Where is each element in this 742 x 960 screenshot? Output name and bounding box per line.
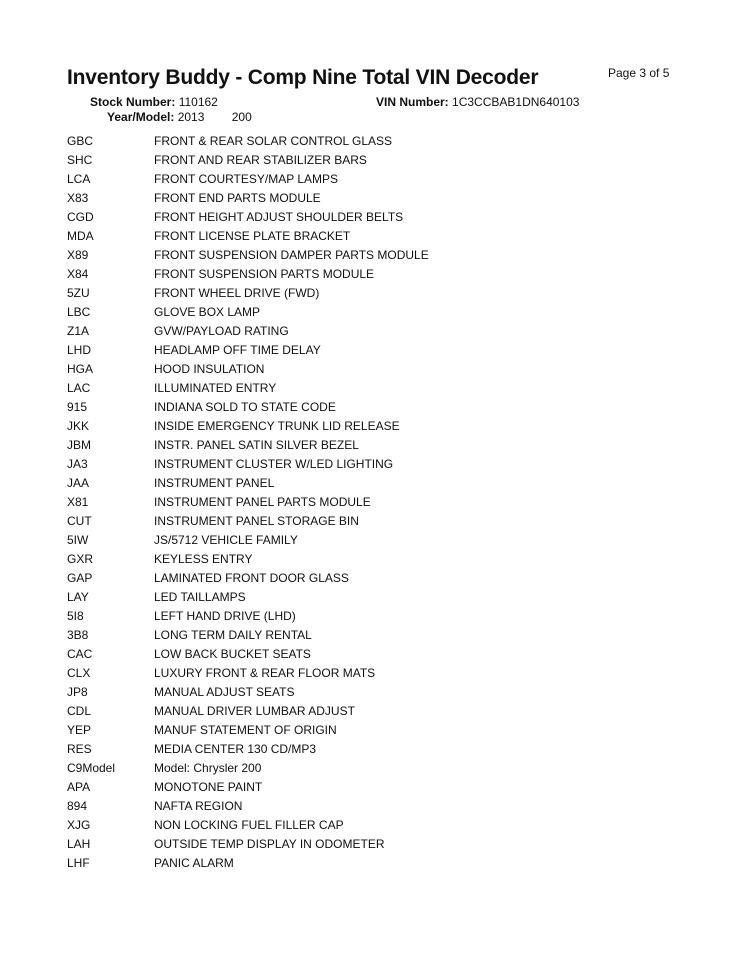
option-row	[67, 265, 429, 284]
option-row	[67, 227, 429, 246]
option-row	[67, 797, 429, 816]
option-description: INSTRUMENT PANEL	[154, 476, 275, 490]
option-row	[67, 246, 429, 265]
option-code: SHC	[67, 153, 93, 167]
option-row	[67, 531, 429, 550]
option-row	[67, 759, 429, 778]
option-code: JBM	[67, 438, 91, 452]
stock-number-value: 110162	[178, 95, 218, 109]
stock-number-label: Stock Number:	[90, 95, 176, 109]
option-description: PANIC ALARM	[154, 856, 234, 870]
option-code: CAC	[67, 647, 93, 661]
option-code: HGA	[67, 362, 94, 376]
option-code: GBC	[67, 134, 94, 148]
option-code: X83	[67, 191, 89, 205]
option-code: LAH	[67, 837, 91, 851]
document-title: Inventory Buddy - Comp Nine Total VIN Decoder	[67, 66, 539, 89]
option-row	[67, 854, 429, 873]
option-description: KEYLESS ENTRY	[154, 552, 253, 566]
option-row	[67, 607, 429, 626]
vin-number-value: 1C3CCBAB1DN640103	[452, 95, 580, 109]
option-row	[67, 303, 429, 322]
option-description: NON LOCKING FUEL FILLER CAP	[154, 818, 344, 832]
option-description: JS/5712 VEHICLE FAMILY	[154, 533, 298, 547]
year-value: 2013	[177, 110, 205, 124]
option-description: FRONT COURTESY/MAP LAMPS	[154, 172, 339, 186]
year-model	[107, 110, 252, 124]
option-code: JA3	[67, 457, 88, 471]
option-description: FRONT LICENSE PLATE BRACKET	[154, 229, 351, 243]
option-row	[67, 645, 429, 664]
option-row	[67, 455, 429, 474]
option-code: JKK	[67, 419, 90, 433]
option-code: 5IW	[67, 533, 89, 547]
option-row	[67, 208, 429, 227]
option-row	[67, 493, 429, 512]
option-description: MANUAL ADJUST SEATS	[154, 685, 295, 699]
option-row	[67, 417, 429, 436]
option-code: CLX	[67, 666, 91, 680]
option-description: LOW BACK BUCKET SEATS	[154, 647, 311, 661]
option-code: X89	[67, 248, 89, 262]
option-row	[67, 341, 429, 360]
option-description: HEADLAMP OFF TIME DELAY	[154, 343, 321, 357]
page-number: Page 3 of 5	[608, 66, 670, 80]
option-row	[67, 512, 429, 531]
year-model-label: Year/Model:	[107, 110, 175, 124]
option-code: 5ZU	[67, 286, 90, 300]
option-description: FRONT SUSPENSION DAMPER PARTS MODULE	[154, 248, 429, 262]
option-description: INSTRUMENT CLUSTER W/LED LIGHTING	[154, 457, 394, 471]
option-description: HOOD INSULATION	[154, 362, 265, 376]
option-description: FRONT & REAR SOLAR CONTROL GLASS	[154, 134, 393, 148]
option-row	[67, 132, 429, 151]
option-description: FRONT WHEEL DRIVE (FWD)	[154, 286, 320, 300]
vin-number	[376, 95, 579, 109]
option-code: Z1A	[67, 324, 90, 338]
model-value: 200	[231, 110, 252, 124]
option-row	[67, 379, 429, 398]
option-description: LONG TERM DAILY RENTAL	[154, 628, 312, 642]
option-row	[67, 778, 429, 797]
option-description: GLOVE BOX LAMP	[154, 305, 261, 319]
option-row	[67, 740, 429, 759]
option-description: LED TAILLAMPS	[154, 590, 246, 604]
option-code: GXR	[67, 552, 94, 566]
option-description: INSTRUMENT PANEL STORAGE BIN	[154, 514, 359, 528]
option-code: APA	[67, 780, 91, 794]
option-description: LEFT HAND DRIVE (LHD)	[154, 609, 296, 623]
option-code: RES	[67, 742, 92, 756]
option-row	[67, 322, 429, 341]
option-description: INSTR. PANEL SATIN SILVER BEZEL	[154, 438, 359, 452]
option-code: 894	[67, 799, 88, 813]
option-code: X81	[67, 495, 89, 509]
option-row	[67, 664, 429, 683]
option-description: FRONT HEIGHT ADJUST SHOULDER BELTS	[154, 210, 404, 224]
option-row	[67, 721, 429, 740]
option-code: GAP	[67, 571, 93, 585]
option-code: CGD	[67, 210, 94, 224]
option-row	[67, 398, 429, 417]
stock-number	[90, 95, 218, 109]
option-description: FRONT END PARTS MODULE	[154, 191, 321, 205]
option-code: 915	[67, 400, 88, 414]
option-description: ILLUMINATED ENTRY	[154, 381, 277, 395]
option-code: LHF	[67, 856, 90, 870]
option-description: LUXURY FRONT & REAR FLOOR MATS	[154, 666, 376, 680]
option-row	[67, 284, 429, 303]
option-description: LAMINATED FRONT DOOR GLASS	[154, 571, 349, 585]
option-description: FRONT AND REAR STABILIZER BARS	[154, 153, 367, 167]
option-code: JAA	[67, 476, 90, 490]
option-row	[67, 170, 429, 189]
option-description: NAFTA REGION	[154, 799, 243, 813]
option-description: MEDIA CENTER 130 CD/MP3	[154, 742, 317, 756]
option-row	[67, 189, 429, 208]
option-code: LHD	[67, 343, 92, 357]
option-description: MANUAL DRIVER LUMBAR ADJUST	[154, 704, 355, 718]
option-code: X84	[67, 267, 89, 281]
option-description: FRONT SUSPENSION PARTS MODULE	[154, 267, 375, 281]
option-row	[67, 550, 429, 569]
option-code: YEP	[67, 723, 92, 737]
option-code: CDL	[67, 704, 92, 718]
option-row	[67, 835, 429, 854]
option-code: 5I8	[67, 609, 84, 623]
option-description: MANUF STATEMENT OF ORIGIN	[154, 723, 337, 737]
option-description: INSTRUMENT PANEL PARTS MODULE	[154, 495, 371, 509]
option-code: LBC	[67, 305, 91, 319]
option-description: Model: Chrysler 200	[154, 761, 262, 775]
option-row	[67, 702, 429, 721]
option-description: MONOTONE PAINT	[154, 780, 263, 794]
option-description: INDIANA SOLD TO STATE CODE	[154, 400, 336, 414]
option-row	[67, 816, 429, 835]
option-row	[67, 360, 429, 379]
option-code: LCA	[67, 172, 91, 186]
vin-number-label: VIN Number:	[376, 95, 449, 109]
option-row	[67, 683, 429, 702]
option-row	[67, 569, 429, 588]
option-code: 3B8	[67, 628, 89, 642]
option-code: JP8	[67, 685, 88, 699]
option-row	[67, 626, 429, 645]
option-code: XJG	[67, 818, 91, 832]
option-row	[67, 436, 429, 455]
option-code-list	[67, 132, 429, 873]
option-description: OUTSIDE TEMP DISPLAY IN ODOMETER	[154, 837, 385, 851]
option-description: INSIDE EMERGENCY TRUNK LID RELEASE	[154, 419, 400, 433]
option-code: CUT	[67, 514, 92, 528]
option-code: MDA	[67, 229, 94, 243]
option-code: C9Model	[67, 761, 116, 775]
option-code: LAC	[67, 381, 91, 395]
option-row	[67, 588, 429, 607]
option-row	[67, 151, 429, 170]
option-code: LAY	[67, 590, 89, 604]
option-row	[67, 474, 429, 493]
option-description: GVW/PAYLOAD RATING	[154, 324, 289, 338]
